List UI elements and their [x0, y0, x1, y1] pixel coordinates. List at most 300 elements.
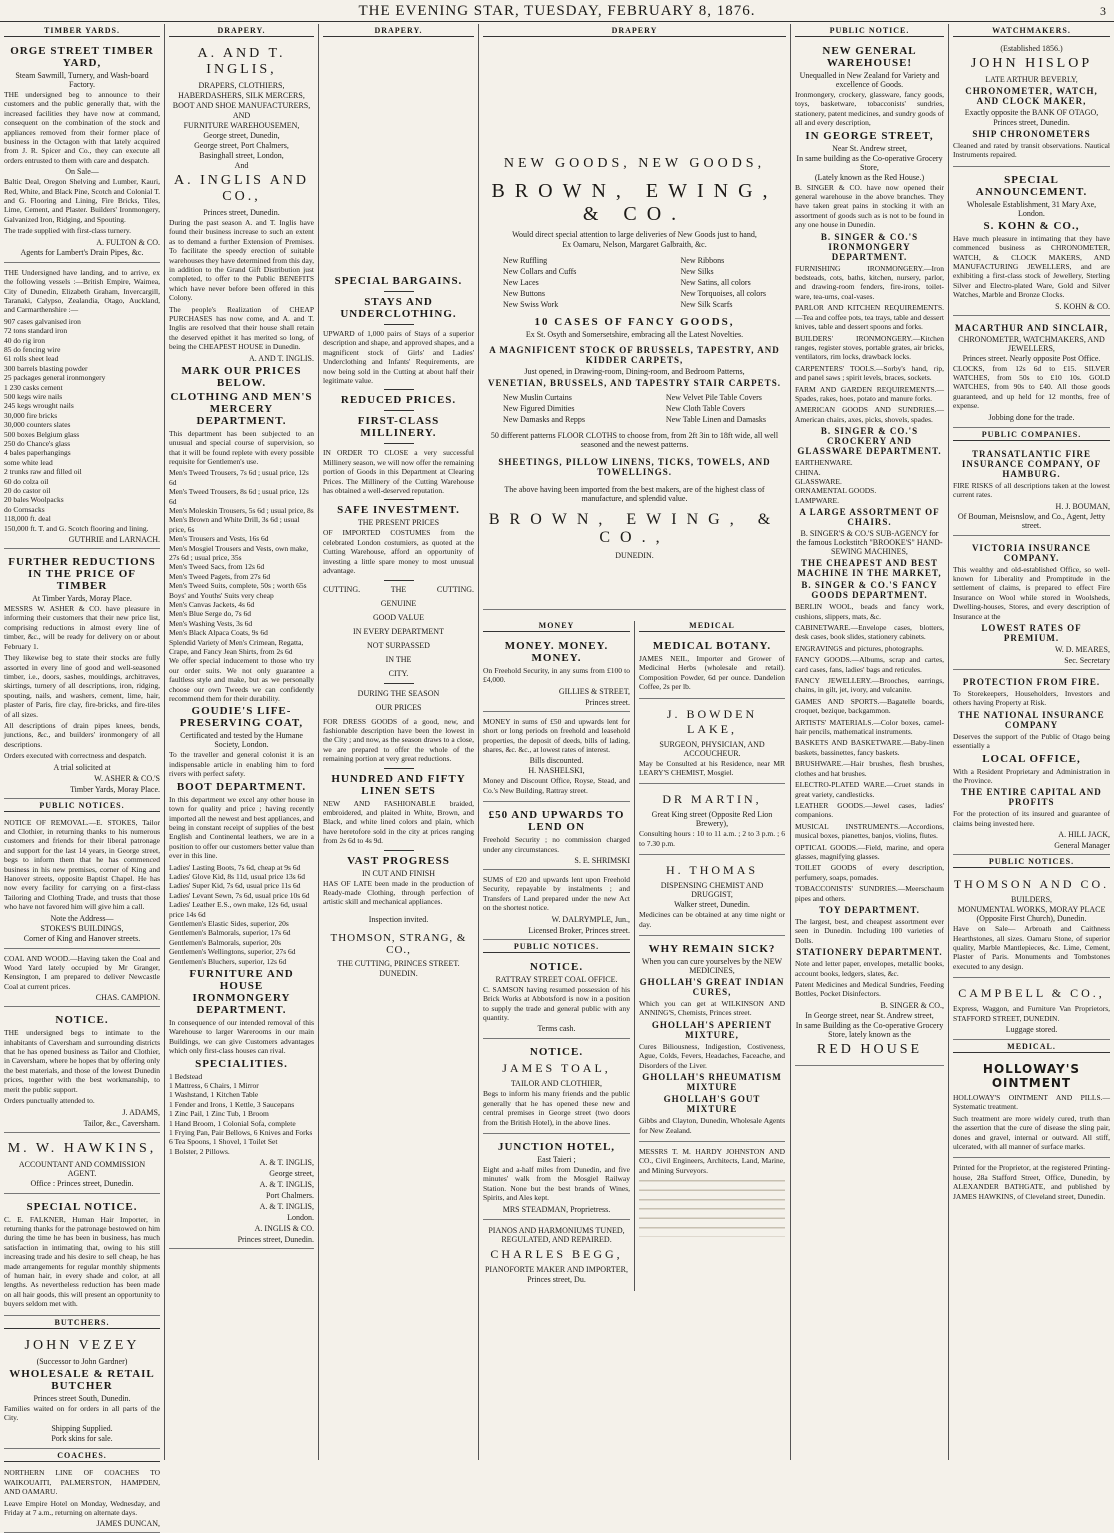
- list-item: Men's Tweed Trousers, 7s 6d ; usual price, 12s 6d: [169, 468, 309, 487]
- ad-name: DR MARTIN,: [662, 792, 762, 807]
- ad-body: ARTISTS' MATERIALS.—Color boxes, camel-hair pencils, mathematical instruments.: [795, 717, 944, 737]
- ad-subheading: LATE ARTHUR BEVERLY,: [985, 75, 1078, 84]
- curtains-list-right: [666, 392, 766, 425]
- ad-body: OF IMPORTED COSTUMES from the celebrated London costumiers, as quoted at the Cutting Warehouse, afford an opportunity of investing a little spare money to most unusual advantage.: [323, 528, 474, 576]
- ad-line: GOOD VALUE: [372, 612, 425, 622]
- ad-victoria-insurance: [953, 538, 1110, 670]
- ad-address: (Lately known as the Red House.): [814, 172, 925, 182]
- list-item: 4 bales paperhangings: [4, 448, 71, 458]
- column-watchmakers: [949, 24, 1114, 1460]
- imprint: [953, 1160, 1110, 1207]
- ad-heading: NOTICE.: [529, 1046, 584, 1059]
- ad-vezey: [4, 1332, 160, 1450]
- ad-body: Consulting hours : 10 to 11 a.m. ; 2 to 3 p.m. ; 6 to 7.30 p.m.: [639, 829, 785, 848]
- ad-rattray-coal: [483, 956, 630, 1040]
- ad-line: AND: [232, 111, 251, 120]
- ad-body: Would direct special attention to large deliveries of New Goods just to hand,: [512, 230, 757, 239]
- ad-campbell: [953, 980, 1110, 1040]
- ad-body: Medicines can be obtained at any time night or day.: [639, 910, 785, 929]
- ad-address: Princes street, Du.: [527, 1274, 586, 1284]
- list-item: Men's Tweed Sacs, from 12s 6d: [169, 562, 265, 572]
- ad-hardy-johnston: [639, 1144, 785, 1241]
- section-heading: PUBLIC COMPANIES.: [953, 430, 1110, 441]
- ad-body: This wealthy and old-established Office, so well-known for Liberality and Promptitude in the settlement of claims, is prepared to effect Fire Insurance on Wool while stored in Woolsheds, Dwelling-houses, Stores, and every description of Insurance at the: [953, 564, 1110, 621]
- ad-name: A. INGLIS AND CO.,: [173, 173, 310, 204]
- column-heading: DRAPERY.: [169, 26, 314, 37]
- ad-signature: H. J. BOUMAN,: [1055, 501, 1110, 511]
- ad-subheading: BUILDERS,: [1010, 895, 1053, 905]
- ad-name: CHARLES BEGG,: [490, 1246, 623, 1261]
- ad-inglis: [169, 40, 314, 1249]
- ad-address: Port Chalmers.: [266, 1191, 314, 1201]
- list-item: New Figured Dimities: [503, 404, 575, 413]
- ad-heading: MONEY. MONEY. MONEY.: [504, 640, 609, 664]
- ad-note: Pork skins for sale.: [51, 1434, 113, 1444]
- column-money: [479, 621, 635, 1291]
- ad-subheading: IN CUT AND FINISH: [362, 868, 435, 878]
- list-item: Boys' and Youths' Suits very cheap: [169, 590, 274, 600]
- ad-heading: NEW GENERAL WAREHOUSE!: [822, 45, 917, 69]
- ad-subheading: TAILOR AND CLOTHIER,: [510, 1079, 603, 1089]
- ad-toal: [483, 1041, 630, 1134]
- ad-brown-ewing: [483, 40, 786, 610]
- cutting-label: CUTTING.: [436, 584, 474, 594]
- ad-line: GENUINE: [380, 598, 417, 608]
- ad-address: Of Bouman, Meisnslow, and Co., Agent, Jetty street.: [957, 511, 1106, 530]
- ad-body: Patent Medicines and Medical Sundries, Feeding Bottles, Pocket Disinfectors.: [795, 980, 944, 999]
- ad-body: The trade supplied with first-class turnery.: [4, 226, 131, 236]
- ad-body: FIRE RISKS of all descriptions taken at the lowest current rates.: [953, 480, 1110, 500]
- ad-heading: SPECIAL ANNOUNCEMENT.: [975, 173, 1088, 198]
- ad-subheading: Great King street (Opposite Red Lion Brewery),: [651, 810, 773, 829]
- ad-signature: A. & T. INGLIS,: [259, 1202, 314, 1212]
- ad-heading: NOTICE.: [529, 960, 584, 973]
- column-heading: PUBLIC NOTICE.: [795, 26, 944, 37]
- ad-heading: PROTECTION FROM FIRE.: [962, 676, 1101, 687]
- cutting-label: CUTTING.: [323, 584, 361, 594]
- ad-address: George street, Dunedin,: [203, 131, 280, 140]
- list-item: 1 Frying Pan, Pair Bellows, 6 Knives and Forks: [169, 1128, 313, 1138]
- masthead: [0, 0, 1114, 22]
- ad-subheading: Certificated and tested by the Humane Society, London.: [180, 731, 303, 750]
- list-item: do Cornsacks: [4, 504, 45, 514]
- column-medical: [635, 621, 789, 1291]
- ad-thomas-chemist: [639, 857, 785, 936]
- section-heading: BUTCHERS.: [4, 1318, 160, 1329]
- list-item: Men's Tweed Suits, complete, 50s ; worth 65s: [169, 581, 307, 591]
- ad-name: M. W. HAWKINS,: [7, 1140, 157, 1156]
- ad-subheading: MONUMENTAL WORKS, MORAY PLACE (Opposite First Church), Dunedin.: [957, 905, 1106, 924]
- ad-name: CAMPBELL & CO.,: [958, 986, 1105, 1001]
- ad-note: Agents for Lambert's Drain Pipes, &c.: [20, 247, 144, 257]
- list-item: Men's Brown and White Drill, 3s 6d ; usual price, 6s: [169, 515, 300, 534]
- curtains-two-col: [483, 392, 786, 425]
- ad-signature: A. FULTON & CO.: [96, 237, 160, 247]
- ad-heading: £50 AND UPWARDS TO LEND ON: [488, 809, 625, 834]
- ad-note: Luggage stored.: [1005, 1025, 1058, 1035]
- ad-body: CLOCKS, from 12s 6d to £15. SILVER WATCHES, from 50s to £10 10s. GOLD WATCHES, from 90s to £40. All those goods guaranteed, and up held for 12 months, free of expense.: [953, 363, 1110, 411]
- column-heading: MONEY: [483, 621, 630, 632]
- ad-gillies-street: [483, 635, 630, 712]
- ad-body: This department has been subjected to an unusual and special course of supervision, so that it will be found replete with every possible requisite for Gentlemen's use.: [169, 428, 314, 466]
- ad-body: MESSRS T. M. HARDY JOHNSTON AND CO., Civil Engineers, Architects, Land, Marine, and Mining Surveyors.: [639, 1146, 785, 1175]
- list-item: 1 Washstand, 1 Kitchen Table: [169, 1090, 259, 1100]
- ad-body: Orders executed with correctness and despatch.: [4, 751, 147, 761]
- ad-body: Note and letter paper, envelopes, metallic books, account books, ledgers, slates, &c.: [795, 959, 944, 978]
- ad-falkner: [4, 1196, 160, 1316]
- column-public-notice-singer: [791, 24, 949, 1460]
- ad-subheading: CHRONOMETER, WATCHMAKERS, AND JEWELLERS,: [958, 334, 1105, 353]
- import-list: [4, 317, 160, 533]
- ad-heading: FURTHER REDUCTIONS IN THE PRICE OF TIMBER: [8, 556, 156, 593]
- ad-body: NEW AND FASHIONABLE braided, embroidered, and plaited in White, Brown, and Black, and white lined colors and plain, which have heretofore sold in the city at prices ranging from 2s 6d to 4s 9d.: [323, 798, 474, 846]
- ad-heading: SPECIAL BARGAINS.: [334, 275, 463, 287]
- ad-label: On Sale—: [65, 167, 99, 177]
- ad-signature: CHAS. CAMPION.: [95, 993, 160, 1003]
- ad-heading: MARK OUR PRICES BELOW.: [181, 364, 302, 389]
- ad-body: Families waited on for orders in all parts of the City.: [4, 1403, 160, 1422]
- ad-address: Sec. Secretary: [1064, 655, 1110, 665]
- ad-body: To the traveller and general colonist it is an indispensable article in enabling him to ford rivers with perfect safety.: [169, 750, 314, 779]
- ad-heading: SPECIAL NOTICE.: [26, 1200, 138, 1213]
- ad-national-insurance: [953, 672, 1110, 855]
- ad-heading: B. SINGER & CO.'S IRONMONGERY DEPARTMENT.: [820, 231, 919, 262]
- list-item: 1 Hand Broom, 1 Colonial Sofa, complete: [169, 1118, 296, 1128]
- ad-body: CABINETWARE.—Envelope cases, blotters, desk cases, book slides, stationery cabinets.: [795, 623, 944, 642]
- ad-heading: MEDICAL BOTANY.: [652, 640, 772, 652]
- ad-body: FANCY JEWELLERY.—Brooches, earrings, chains, in gilt, jet, ivory, and vulcanite.: [795, 676, 944, 695]
- ad-address: Princes street, Dunedin.: [203, 208, 280, 217]
- ad-address: Walker street, Dunedin.: [674, 900, 750, 910]
- ad-name: S. KOHN & CO.,: [983, 219, 1080, 232]
- ad-kohn: [953, 169, 1110, 316]
- ad-signature: W. D. MEARES,: [1054, 644, 1110, 654]
- ad-ghollah: [639, 938, 785, 1142]
- list-item: 150,000 ft. T. and G. Scotch flooring and lining.: [4, 523, 149, 533]
- ad-body: FURNISHING IRONMONGERY.—Iron bedsteads, cots, baths, kitchen, nursery, parlor, and drawing-room fenders, fire-irons, toilet-ware, tea-urns, coal-vases.: [795, 263, 944, 301]
- ad-dalrymple: [483, 872, 630, 940]
- money-medical-grid: [479, 621, 790, 1291]
- ad-line: CITY.: [388, 668, 409, 678]
- column-heading: DRAPERY.: [323, 26, 474, 37]
- ad-body: The above having been imported from the best makers, are of the highest class of manufacture, and splendid value.: [504, 485, 765, 503]
- ad-signature: GILLIES & STREET,: [558, 686, 630, 696]
- ad-body: HAS OF LATE been made in the production of Ready-made Clothing, through perfection of artistic skill and mechanical appliances.: [323, 878, 474, 907]
- ad-body: Express, Waggon, and Furniture Van Proprietors, STAFFORD STREET, DUNEDIN.: [953, 1004, 1110, 1023]
- ad-body: PARLOR AND KITCHEN REQUIREMENTS.—Tea and coffee pots, tea trays, table and dessert knives, table and dessert spoons and forks.: [795, 303, 944, 332]
- column-drapery-cutting: [319, 24, 479, 1460]
- list-item: some white lead: [4, 457, 53, 467]
- ad-heading: HUNDRED AND FIFTY LINEN SETS: [331, 772, 466, 797]
- list-item: Gentlemen's Elastic Sides, superior, 20s: [169, 918, 289, 928]
- list-item: Men's Moleskin Trousers, 5s 6d ; usual price, 8s: [169, 505, 314, 515]
- list-item: New Damasks and Repps: [503, 415, 585, 424]
- ad-nashelski: [483, 714, 630, 802]
- ad-body: For the protection of its insured and guarantee of claims being invested here.: [953, 809, 1110, 828]
- ad-body: The largest, best, and cheapest assortment ever seen in Dunedin. Including 100 varieties of Dolls.: [795, 916, 944, 945]
- column-heading: MEDICAL: [639, 621, 785, 632]
- ad-line: FURNITURE WAREHOUSEMEN,: [183, 121, 300, 130]
- ad-name: JAMES TOAL,: [502, 1061, 611, 1076]
- ad-heading: WHOLESALE & RETAIL BUTCHER: [9, 1367, 155, 1392]
- ad-heading: GHOLLAH'S GREAT INDIAN CURES,: [639, 977, 785, 998]
- list-item: New Velvet Pile Table Covers: [665, 393, 762, 402]
- ad-heading: SHIP CHRONOMETERS: [972, 129, 1091, 139]
- ad-heading: JUNCTION HOTEL,: [497, 1140, 616, 1153]
- ad-heading: SHEETINGS, PILLOW LINENS, TICKS, TOWELS, AND TOWELLINGS.: [498, 457, 771, 477]
- ad-signature: W. ASHER & CO.'S: [94, 773, 160, 783]
- list-item: New Satins, all colors: [680, 278, 751, 287]
- ad-body: ELECTRO-PLATED WARE.—Cruet stands in great variety, candlesticks.: [795, 780, 944, 799]
- ad-body: Leave Empire Hotel on Monday, Wednesday, and Friday at 7 a.m., returning on alternate days.: [4, 1498, 160, 1517]
- ad-heading: A MAGNIFICENT STOCK OF BRUSSELS, TAPESTRY, AND KIDDER CARPETS,: [489, 345, 780, 365]
- ad-note: Shipping Supplied.: [51, 1424, 113, 1434]
- ad-line: IN THE: [385, 654, 412, 664]
- ad-subheading: Unequalled in New Zealand for Variety and excellence of Goods.: [799, 71, 940, 89]
- ad-name: HOLLOWAY'S OINTMENT: [982, 1062, 1081, 1091]
- list-item: 300 barrels blasting powder: [4, 363, 88, 373]
- list-item: EARTHENWARE.: [795, 458, 853, 468]
- list-item: Ladies' Levant Sewn, 7s 6d, usual price 10s 6d: [169, 890, 310, 900]
- list-item: Gentlemen's Bluchers, superior, 12s 6d: [169, 956, 287, 966]
- ad-body: MONEY in sums of £50 and upwards lent for short or long periods on freehold and leasehold properties, the deposit of deeds, bills of lading, shares, &c. &c., at lowest rates of interest.: [483, 716, 630, 755]
- column-drapery-brown-ewing: [479, 24, 791, 1460]
- list-item: New Swiss Work: [503, 300, 559, 309]
- ad-heading: IN GEORGE STREET,: [805, 129, 934, 142]
- goods-two-col: [483, 255, 786, 310]
- imprint-text: Printed for the Proprietor, at the registered Printing-house, 28a Stafford Street, Office, Dunedin, by ALEXANDER BATHGATE, and published by JAMES HAWKINS, of Cleveland street, Dunedin.: [953, 1163, 1110, 1201]
- ad-address: DUNEDIN.: [379, 968, 418, 978]
- ad-heading: LOWEST RATES OF PREMIUM.: [981, 622, 1082, 643]
- ad-body: BUILDERS' IRONMONGERY.—Kitchen ranges, register stoves, portable grates, air bricks, ventilators, rim locks, drawback locks.: [795, 333, 944, 362]
- ad-note: Just opened, in Drawing-room, Dining-room, and Bedroom Patterns,: [524, 367, 745, 376]
- ad-heading: VENETIAN, BRUSSELS, AND TAPESTRY STAIR CARPETS.: [488, 378, 781, 388]
- ad-subheading: At Timber Yards, Moray Place.: [32, 594, 132, 604]
- ad-note: Bills discounted.: [529, 756, 584, 766]
- ad-subheading: PIANOFORTE MAKER AND IMPORTER,: [484, 1264, 629, 1274]
- list-item: 2 trunks raw and filled oil: [4, 467, 82, 477]
- ad-address: Princes street.: [585, 697, 630, 707]
- ad-heading: FIRST-CLASS MILLINERY.: [357, 415, 440, 440]
- list-item: 60 do colza oil: [4, 476, 49, 486]
- ad-heading: THE CHEAPEST AND BEST MACHINE IN THE MARKET,: [797, 558, 942, 579]
- column-timber-yards: [0, 24, 165, 1529]
- list-item: New Cloth Table Covers: [665, 404, 745, 413]
- column-heading: DRAPERY: [483, 26, 786, 37]
- ad-body: IN ORDER TO CLOSE a very successful Millinery season, we will now offer the remaining portion of Goods in this Department at Clearing Prices. The Millinery of the Cutting Warehouse has obtained a well-deserved reputation.: [323, 448, 474, 496]
- ad-name: A. AND T. INGLIS,: [197, 46, 286, 77]
- ad-body: In consequence of our intended removal of this Warehouse to larger Warerooms in our main Buildings, we can give Customers advantages which only first-class houses can rival.: [169, 1018, 314, 1056]
- ad-signature: S. E. SHRIMSKI: [574, 856, 630, 866]
- ad-northern-coaches: [4, 1465, 160, 1533]
- ad-heading: STATIONERY DEPARTMENT.: [796, 947, 943, 958]
- list-item: Ladies' Glove Kid, 8s 11d, usual price 13s 6d: [169, 871, 306, 881]
- ad-note: Inspection invited.: [368, 914, 429, 924]
- crockery-list: [795, 458, 944, 505]
- list-item: 1 Bolster, 2 Pillows.: [169, 1146, 230, 1156]
- ad-body: All descriptions of drain pipes knees, bends, junctions, &c., and builders' ironmongery of all descriptions.: [4, 720, 160, 749]
- ad-body: TOBACCONISTS' SUNDRIES.—Meerschaum pipes and others.: [795, 884, 944, 903]
- ad-subheading: When you can cure yourselves by the NEW MEDICINES,: [641, 957, 783, 976]
- ad-heading: CLOTHING AND MEN'S MERCERY DEPARTMENT.: [170, 390, 313, 427]
- ad-name: THOMSON, STRANG, & CO.,: [330, 931, 467, 956]
- list-item: New Silk Scarfs: [680, 300, 733, 309]
- ad-body: TOILET GOODS of every description, perfumery, soaps, pomades.: [795, 863, 944, 882]
- list-item: 118,000 ft. deal: [4, 514, 51, 524]
- ad-line: OUR PRICES: [375, 702, 422, 712]
- list-item: Gentlemen's Wellingtons, superior, 27s 6d: [169, 947, 296, 957]
- ad-note: Ex Oamaru, Nelson, Margaret Galbraith, &c.: [562, 240, 707, 249]
- ad-begg: [483, 1222, 630, 1289]
- ad-name: BROWN, EWING, & CO.,: [488, 511, 781, 546]
- ad-body: Cures Biliousness, Indigestion, Costiveness, Ague, Colds, Fevers, Headaches, Faceache, and Disorders of the Liver.: [639, 1041, 785, 1070]
- ad-body: In this department we excel any other house in town for quality and price ; having recently imported all the newest and best appliances, and being in constant receipt of supplies of the best English and Continental leathers, we are in a position to offer our customers better value than ever in this line.: [169, 794, 314, 861]
- list-item: Men's Washing Vests, 3s 6d: [169, 618, 253, 628]
- ad-body: JAMES NEIL, Importer and Grower of Medicinal Herbs (wholesale and retail). Composition Powder, 6d per ounce. Dandelion Coffee, 2s per lb.: [639, 654, 785, 692]
- list-item: New Ribbons: [680, 256, 725, 265]
- ad-note: Ex St. Osyth and Somersetshire, embracing all the Latest Novelties.: [525, 330, 744, 339]
- column-heading: WATCHMAKERS.: [953, 26, 1110, 37]
- ad-signature: H. NASHELSKI,: [528, 766, 585, 776]
- ad-body: To Storekeepers, Householders, Investors and others having Property at Risk.: [953, 688, 1110, 708]
- ad-holloway: [953, 1056, 1110, 1158]
- list-item: ORNAMENTAL GOODS.: [795, 486, 877, 496]
- ad-subheading: (Successor to John Gardner): [36, 1356, 128, 1366]
- list-item: Ladies' Leather E.S., own make, 12s 6d, usual price 14s 6d: [169, 900, 308, 919]
- ad-heading: SAFE INVESTMENT.: [337, 504, 460, 517]
- list-item: 40 do rig iron: [4, 335, 46, 345]
- ad-signature: A. HILL JACK,: [1058, 830, 1110, 840]
- list-item: New Torquoises, all colors: [680, 289, 766, 298]
- ad-heading: CHRONOMETER, WATCH, AND CLOCK MAKER,: [965, 86, 1098, 106]
- ad-address: Princes street, Dunedin.: [993, 118, 1070, 127]
- ad-dr-martin: [639, 786, 785, 855]
- ad-body: SUMS of £20 and upwards lent upon Freehold Security, repayable by instalments ; and Transfers of Land prepared under the new Act on the shortest notice.: [483, 875, 630, 913]
- ad-body: May be Consulted at his Residence, near MR LEARY'S CHEMIST, Mosgiel.: [639, 758, 785, 778]
- ad-body: BERLIN WOOL, beads and fancy work, cushions, slippers, mats, &c.: [795, 602, 944, 621]
- list-item: 1 Mattress, 6 Chairs, 1 Mirror: [169, 1081, 259, 1091]
- ad-body: We offer special inducement to those who try our order suits. We not only guarantee a faultless style and make, but as we personally choose our own Tweeds we can confidently recommend them for their durability.: [169, 656, 314, 704]
- ad-body: With a Resident Proprietary and Administration in the Province.: [953, 766, 1110, 785]
- ad-address: George street,: [269, 1169, 314, 1179]
- ad-body: On Freehold Security, in any sums from £100 to £4,000.: [483, 666, 630, 685]
- ad-address: In George street, near St. Andrew street,: [805, 1010, 934, 1020]
- ad-heading: NOTICE.: [55, 1014, 109, 1027]
- list-item: GLASSWARE.: [795, 476, 842, 486]
- ad-heading: FURNITURE AND HOUSE IRONMONGERY DEPARTMENT.: [189, 968, 294, 1016]
- ad-body: During the past season A. and T. Inglis have found their business increase to such an extent as to demand a further Extension of Premises. To facilitate the speedy erection of suitable warehouses they have determined from this day, in addition to the Grand Gift Distribution just completed, to offer to the Public BENEFITS which have never before been offered in this Colony.: [169, 218, 314, 303]
- ad-subheading: THE PRESENT PRICES: [357, 518, 440, 528]
- list-item: New Muslin Curtains: [503, 393, 572, 402]
- ad-body: MUSICAL INSTRUMENTS.—Accordions, musical boxes, pianettes, banjos, violins, flutes.: [795, 821, 944, 841]
- ad-bowden-lake: [639, 701, 785, 785]
- list-item: 72 tons standard iron: [4, 326, 68, 336]
- ad-stokes-removal: [4, 815, 160, 949]
- ad-body: NOTICE OF REMOVAL.—E. STOKES, Tailor and Clothier, in returning thanks to his numerous customers and friends for their liberal patronage and support for the last 14 years, in George street, begs to inform them that he has commenced business in his new premises, corner of King and Hanover streets, opposite Baptist Chapel. He has now every facility for carrying on a first-class Tailoring and Clothing Trade, and trusts that those who have not favored him will give him a call.: [4, 817, 160, 912]
- list-item: Men's Blue Serge do, 7s 6d: [169, 609, 252, 619]
- ad-asher-timber: [4, 551, 160, 799]
- ad-name: JOHN HISLOP: [970, 56, 1093, 71]
- ad-heading: REDUCED PRICES.: [340, 394, 457, 407]
- ad-note: A trial solicited at: [53, 762, 111, 772]
- list-item: Men's Tweed Pagets, from 27s 6d: [169, 571, 271, 581]
- ad-heading: WHY REMAIN SICK?: [648, 943, 776, 956]
- ad-body: C. SAMSON having resumed possession of his Brick Works at Abbotsford is now in a position to supply the trade and general public with any quantity.: [483, 984, 630, 1022]
- ad-body: ENGRAVINGS and pictures, photographs.: [795, 643, 924, 653]
- ad-signature: MRS STEADMAN, Proprietress.: [502, 1204, 611, 1214]
- list-item: New Table Linen and Damasks: [665, 415, 766, 424]
- ad-name: H. THOMAS: [665, 863, 759, 878]
- ad-heading: GHOLLAH'S RHEUMATISM MIXTURE: [642, 1072, 782, 1093]
- list-item: New Ruffling: [503, 256, 548, 265]
- ad-signature: A. INGLIS & CO.: [254, 1224, 314, 1234]
- ad-heading: LOCAL OFFICE,: [982, 752, 1081, 765]
- ad-heading: B. SINGER & CO.'S FANCY GOODS DEPARTMENT.: [801, 580, 938, 601]
- list-item: 30,000 fire bricks: [4, 410, 58, 420]
- ad-body: Deserves the support of the Public of Otago being essentially a: [953, 731, 1110, 751]
- ad-address: Near St. Andrew street,: [832, 143, 907, 153]
- ad-body: NORTHERN LINE OF COACHES TO WAIKOUAITI, PALMERSTON, HAMPDEN, AND OAMARU.: [4, 1468, 160, 1497]
- ad-address: DUNEDIN.: [615, 551, 654, 560]
- ad-thomson-builders: [953, 871, 1110, 978]
- curtains-list-left: [503, 392, 585, 425]
- ad-body: Have much pleasure in intimating that they have commenced business as CHRONOMETER, WATCH, & CLOCK MAKERS, AND MANUFACTURING JEWELLERS, and are exhibiting a first-class stock of Jewellery, Sterling Silver and Electro-plated Ware, Gold and Silver Watches, Marble and Bronze Clocks.: [953, 233, 1110, 300]
- ad-subheading: ACCOUNTANT AND COMMISSION AGENT.: [18, 1159, 146, 1178]
- list-item: Gentlemen's Balmorals, superior, 20s: [169, 937, 282, 947]
- ad-heading: TRANSATLANTIC FIRE INSURANCE COMPANY, OF HAMBURG.: [961, 448, 1102, 479]
- goods-list-right: [681, 255, 767, 310]
- ad-address: London.: [287, 1213, 314, 1223]
- list-item: New Laces: [503, 278, 539, 287]
- ad-subheading: SURGEON, PHYSICIAN, AND ACCOUCHEUR.: [659, 739, 765, 758]
- ad-heading: GOUDIE'S LIFE-PRESERVING COAT,: [179, 705, 304, 730]
- list-item: Men's Canvas Jackets, 4s 6d: [169, 600, 255, 609]
- list-item: 1 230 casks cement: [4, 382, 63, 392]
- ad-body: Begs to inform his many friends and the public generally that he has opened these new and central premises in George street (two doors from the British Hotel), in the above lines.: [483, 1089, 630, 1127]
- ad-body: BASKETS AND BASKETWARE.—Baby-linen baskets, bassinettes, fancy baskets.: [795, 738, 944, 757]
- ad-shrimski: [483, 804, 630, 870]
- list-item: Men's Mosgiel Trousers and Vests, own make, 27s 6d ; usual price, 35s: [169, 543, 309, 562]
- ad-body: MESSRS W. ASHER & CO. have pleasure in informing their customers that their new price list, comprising reductions in almost every line of timber, &c., will be ready for delivery on or about February 1.: [4, 604, 160, 651]
- ad-body: THE undersigned beg to announce to their customers and the public generally that, with the increased facilities they have now at command, consequent on the combination of the stock and appliances removed from their former place of business in the Octagon with that lately acquired from J. R. Spicer and Co., they can execute all orders entrusted to them with care and despatch.: [4, 90, 160, 165]
- list-item: 1 Zinc Pail, 1 Zinc Tub, 1 Broom: [169, 1109, 269, 1119]
- ad-heading: STAYS AND UNDERCLOTHING.: [340, 296, 457, 320]
- ad-body: THE Undersigned have landing, and to arrive, ex the following vessels :—British Empire, Waimea, City of Dunedin, Elizabeth Graham, Invercargill, Taranaki, Calypso, Zealandia, Otago, Auckland, and Carmarthenshire :—: [4, 267, 160, 315]
- ad-line: And: [234, 161, 249, 170]
- ad-address: THE CUTTING, PRINCES STREET.: [337, 958, 460, 968]
- ad-heading: SPECIALITIES.: [195, 1057, 288, 1070]
- ad-heading: GHOLLAH'S APERIENT MIXTURE,: [651, 1019, 773, 1040]
- ad-george-street-timber-yard: [4, 40, 160, 263]
- ad-address: Office : Princes street, Dunedin.: [30, 1178, 134, 1188]
- ad-heading: B. SINGER & CO.'S CROCKERY AND GLASSWARE DEPARTMENT.: [797, 426, 942, 457]
- goods-list-left: [503, 255, 576, 310]
- ad-heading: A LARGE ASSORTMENT OF CHAIRS.: [799, 507, 940, 528]
- ad-signature: J. ADAMS,: [122, 1107, 160, 1117]
- ad-body: FARM AND GARDEN REQUIREMENTS.—Spades, rakes, hoes, potato and manure forks.: [795, 384, 944, 403]
- cutting-the: THE: [390, 584, 407, 594]
- ad-heading: THE NATIONAL INSURANCE COMPANY: [958, 709, 1105, 730]
- list-item: LAMPWARE.: [795, 495, 839, 505]
- list-item: 1 Fender and Irons, 1 Kettle, 3 Saucepans: [169, 1099, 295, 1109]
- ad-body: C. E. FALKNER, Human Hair Importer, in returning thanks for the patronage bestowed on him during the time he has been in business, has much satisfaction in intimating that, owing to his still increasing trade and his desire to sell cheap, he has made arrangements for regular monthly shipments of human hair, in every shade and color, at all lengths. As nevertheless reduction has been made on all hair goods, this will present an opportunity to buyers seldom met with.: [4, 1214, 160, 1309]
- ad-body: Which you can get at WILKINSON AND ANNING'S, Chemists, Princes street.: [639, 999, 785, 1018]
- price-list: [169, 468, 314, 656]
- list-item: Gentlemen's Balmorals, superior, 17s 6d: [169, 928, 291, 938]
- ad-heading: VICTORIA INSURANCE COMPANY.: [971, 542, 1092, 563]
- ad-signature: B. SINGER & CO.,: [880, 1000, 944, 1010]
- ad-address: Tailor, &c., Caversham.: [83, 1118, 160, 1128]
